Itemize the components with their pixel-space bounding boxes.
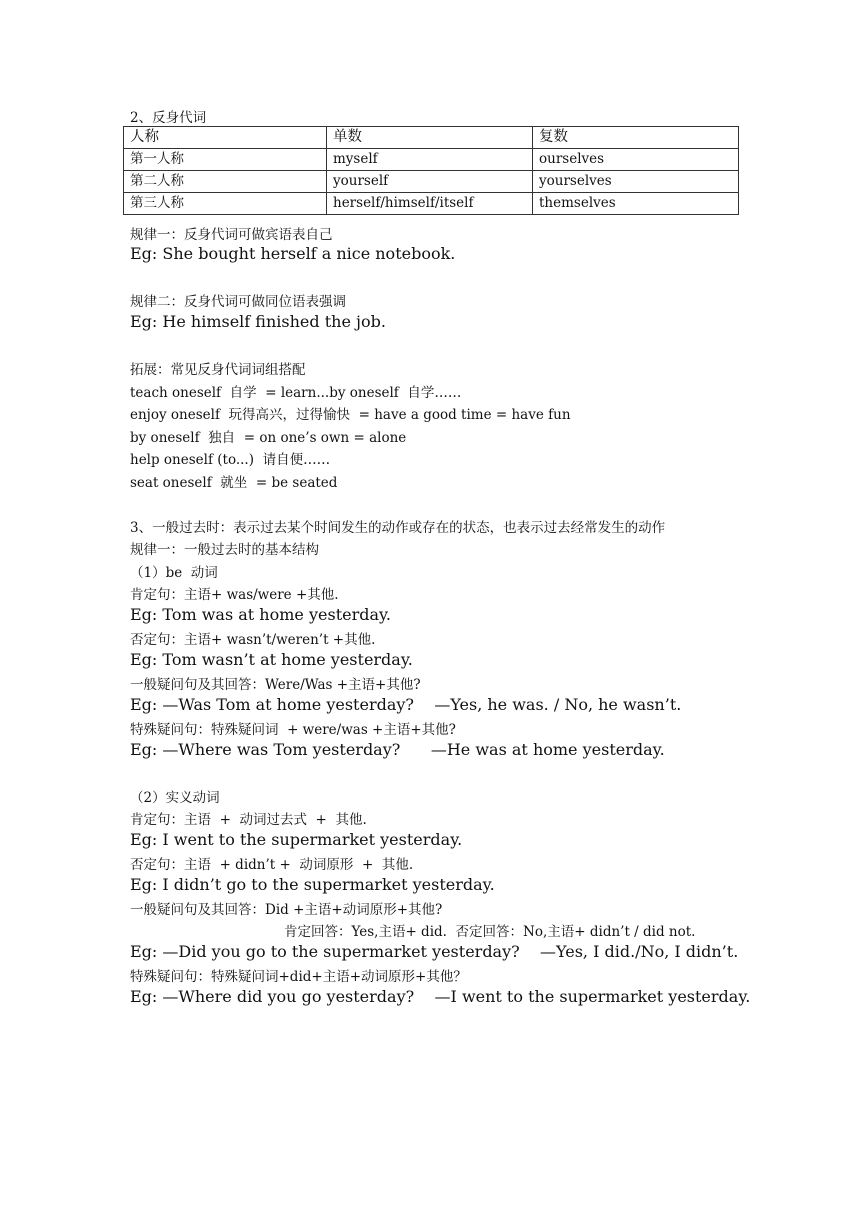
section-2-title: 2、反身代词 [130, 110, 207, 126]
section-3-rule-1: 规律一：一般过去时的基本结构 [130, 542, 319, 558]
table-cell: herself/himself/itself [327, 193, 533, 215]
verb-yes-no-question-rule: 一般疑问句及其回答：Did +主语+动词原形+其他? [130, 902, 443, 918]
be-wh-question-rule: 特殊疑问句：特殊疑问词 + were/was +主语+其他? [130, 722, 456, 738]
be-wh-question-example: Eg: —Where was Tom yesterday? —He was at home yesterday. [130, 740, 665, 759]
section-3-title: 3、一般过去时：表示过去某个时间发生的动作或存在的状态，也表示过去经常发生的动作 [130, 520, 666, 536]
extension-item: by oneself 独自 = on one’s own = alone [130, 430, 407, 446]
table-cell: themselves [533, 193, 739, 215]
table-cell: 第二人称 [124, 171, 327, 193]
table-cell: yourself [327, 171, 533, 193]
verb-wh-question-rule: 特殊疑问句：特殊疑问词+did+主语+动词原形+其他？ [130, 969, 467, 985]
verb-affirmative-rule: 肯定句：主语 + 动词过去式 + 其他. [130, 812, 367, 828]
extension-title: 拓展：常见反身代词词组搭配 [130, 362, 306, 378]
rule-1-example: Eg: She bought herself a nice notebook. [130, 244, 456, 263]
verb-yes-no-answer-rule: 肯定回答：Yes,主语+ did. 否定回答：No,主语+ didn’t / did not. [284, 924, 696, 940]
verb-negative-example: Eg: I didn’t go to the supermarket yesterday. [130, 875, 495, 894]
table-cell: 第一人称 [124, 149, 327, 171]
extension-item: help oneself (to...) 请自便…… [130, 452, 331, 468]
table-cell: 第三人称 [124, 193, 327, 215]
verb-yes-no-question-example: Eg: —Did you go to the supermarket yesterday? —Yes, I did./No, I didn’t. [130, 942, 739, 961]
rule-2-example: Eg: He himself finished the job. [130, 312, 386, 331]
extension-item: enjoy oneself 玩得高兴，过得愉快 = have a good time = have fun [130, 407, 571, 423]
be-yes-no-question-example: Eg: —Was Tom at home yesterday? —Yes, he was. / No, he wasn’t. [130, 695, 682, 714]
table-cell: myself [327, 149, 533, 171]
table-header-row [124, 127, 739, 149]
verb-negative-rule: 否定句：主语 + didn’t + 动词原形 + 其他. [130, 857, 414, 873]
table-row [124, 149, 739, 171]
extension-item: teach oneself 自学 = learn...by oneself 自学…… [130, 385, 462, 401]
table-header-cell: 复数 [533, 127, 739, 149]
be-affirmative-rule: 肯定句：主语+ was/were +其他. [130, 587, 339, 603]
table-header-cell: 人称 [124, 127, 327, 149]
verb-affirmative-example: Eg: I went to the supermarket yesterday. [130, 830, 463, 849]
be-yes-no-question-rule: 一般疑问句及其回答：Were/Was +主语+其他? [130, 677, 421, 693]
table-row [124, 193, 739, 215]
reflexive-pronoun-table [123, 126, 739, 215]
be-negative-example: Eg: Tom wasn’t at home yesterday. [130, 650, 413, 669]
extension-item: seat oneself 就坐 = be seated [130, 475, 338, 491]
be-verb-heading: （1）be 动词 [130, 565, 218, 581]
be-affirmative-example: Eg: Tom was at home yesterday. [130, 605, 392, 624]
verb-wh-question-example: Eg: —Where did you go yesterday? —I went to the supermarket yesterday. [130, 987, 751, 1006]
table-header-cell: 单数 [327, 127, 533, 149]
table-cell: yourselves [533, 171, 739, 193]
rule-1-text: 规律一：反身代词可做宾语表自己 [130, 227, 333, 243]
be-negative-rule: 否定句：主语+ wasn’t/weren’t +其他. [130, 632, 376, 648]
table-row [124, 171, 739, 193]
main-verb-heading: （2）实义动词 [130, 790, 220, 806]
rule-2-text: 规律二：反身代词可做同位语表强调 [130, 294, 346, 310]
table-cell: ourselves [533, 149, 739, 171]
